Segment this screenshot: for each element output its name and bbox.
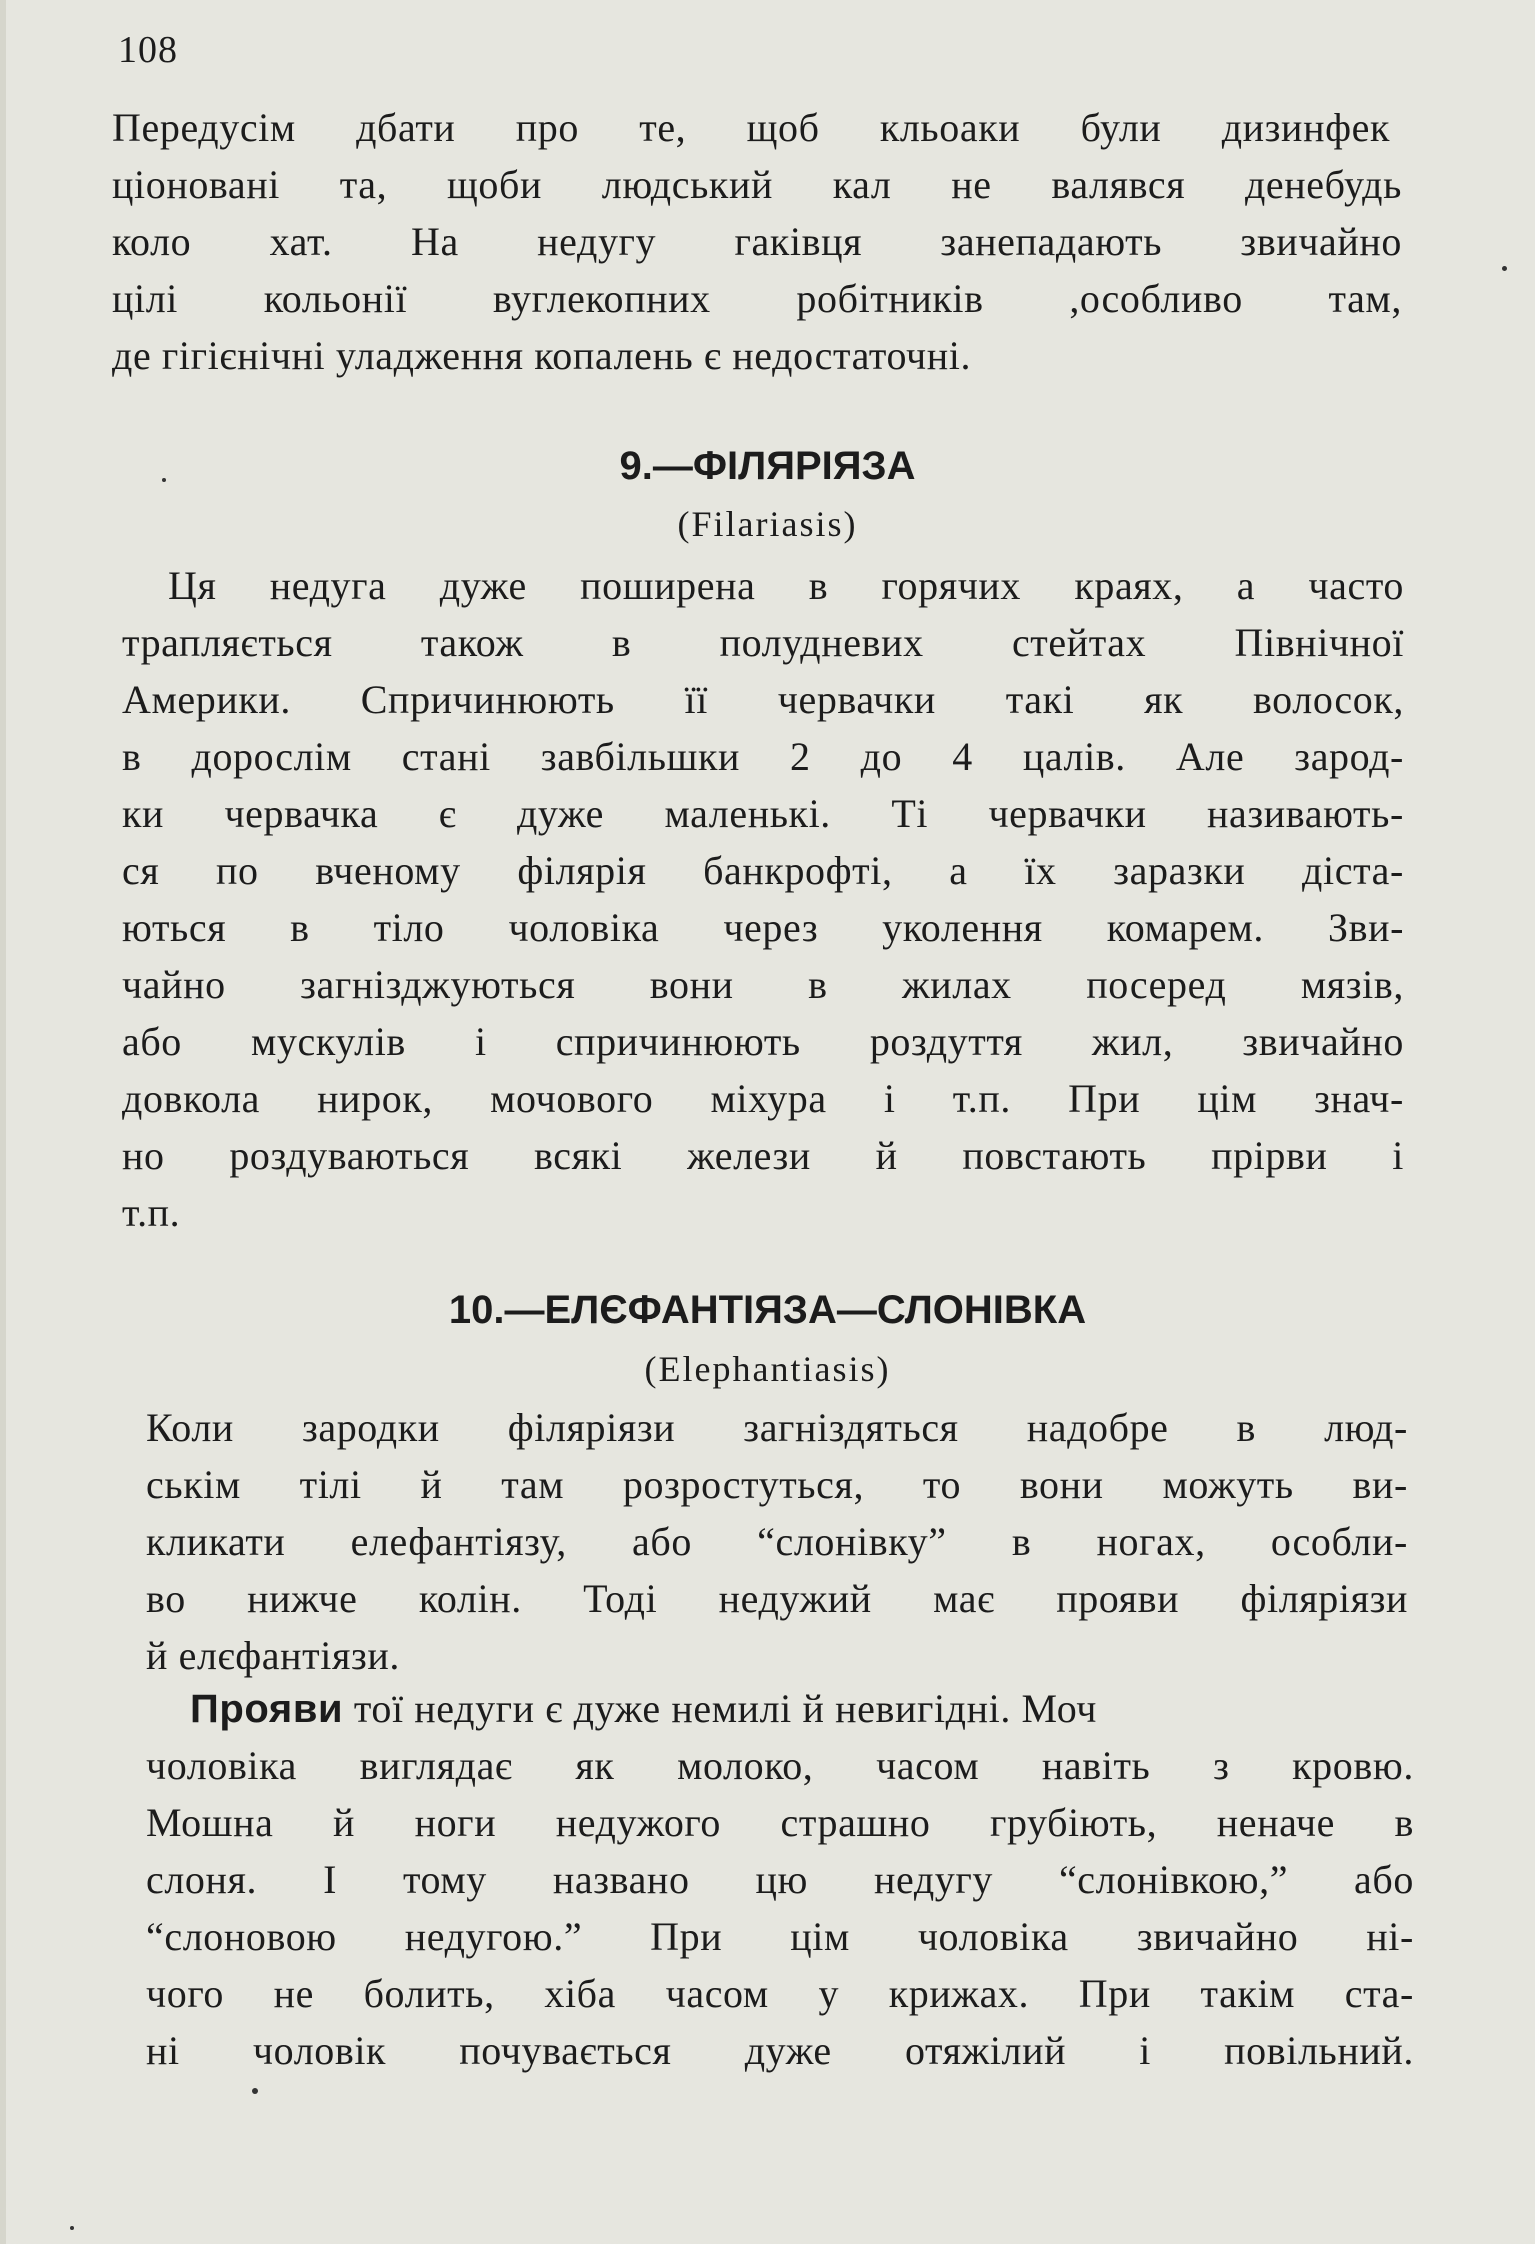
- text-line: Америки. Спричинюють її червачки такі як волосок,: [122, 677, 1404, 722]
- text-line: ки червачка є дуже маленькі. Ті червачки називають-: [122, 791, 1404, 836]
- section-heading-filariasis: 9.—ФІЛЯРІЯЗА: [619, 444, 916, 488]
- text-line: або мускулів і спричинюють роздуття жил, звичайно: [122, 1019, 1404, 1064]
- text-line: чайно загнізджуються вони в жилах посеред мязів,: [122, 962, 1404, 1007]
- text-line: в дорослім стані завбільшки 2 до 4 цалів. Але зарод-: [122, 734, 1404, 779]
- bold-lead-word: Прояви: [190, 1687, 344, 1731]
- ink-speck: [162, 478, 166, 482]
- text-line: Мошна й ноги недужого страшно грубіють, неначе в: [146, 1800, 1414, 1845]
- ink-speck: [70, 2226, 74, 2230]
- text-line: довкола нирок, мочового міхура і т.п. При цім знач-: [122, 1076, 1404, 1121]
- text-line: ськім тілі й там розростуться, то вони можуть ви-: [146, 1462, 1408, 1507]
- text-line: во нижче колін. Тоді недужий має прояви філяріязи: [146, 1576, 1408, 1621]
- section-heading-elephantiasis: 10.—ЕЛЄФАНТІЯЗА—СЛОНІВКА: [448, 1288, 1087, 1332]
- text-line: “слоновою недугою.” При цім чоловіка звичайно ні-: [146, 1914, 1414, 1959]
- ink-speck: [1502, 266, 1507, 271]
- text-run: тої недуги є дуже немилі й невигідні. Моч: [343, 1686, 1097, 1731]
- section-latin-name: (Filariasis): [677, 504, 858, 544]
- section-latin-name: (Elephantiasis): [644, 1349, 891, 1389]
- text-line: чого не болить, хіба часом у крижах. При такім ста-: [146, 1971, 1414, 2016]
- text-line: трапляється також в полудневих стейтах Північної: [122, 620, 1404, 665]
- text-line: т.п.: [122, 1190, 181, 1235]
- text-line: Коли зародки філяріязи загніздяться надобре в люд-: [146, 1405, 1408, 1450]
- text-line: цілі кольонії вуглекопних робітників ,особливо там,: [112, 276, 1402, 321]
- text-line: ся по вченому філярія банкрофті, а їх заразки діста-: [122, 848, 1404, 893]
- text-line: ються в тіло чоловіка через уколення комарем. Зви-: [122, 905, 1404, 950]
- ink-speck: [252, 2088, 258, 2094]
- text-line: слоня. І тому названо цю недугу “слонівкою,” або: [146, 1857, 1414, 1902]
- page-number: 108: [118, 29, 178, 71]
- text-line: коло хат. На недугу гаківця занепадають звичайно: [112, 219, 1402, 264]
- text-line: Передусім дбати про те, щоб кльоаки були дизинфек: [112, 105, 1390, 150]
- text-line: чоловіка виглядає як молоко, часом навіть з кровю.: [146, 1743, 1414, 1788]
- text-line: ціоновані та, щоби людський кал не валявся денебудь: [112, 162, 1402, 207]
- text-line: но роздуваються всякі желези й повстають прірви і: [122, 1133, 1404, 1178]
- text-line: й елєфантіязи.: [146, 1633, 400, 1678]
- text-line: Ця недуга дуже поширена в горячих краях, а часто: [168, 563, 1404, 608]
- text-line-with-bold-lead: [190, 1681, 1410, 1737]
- text-line: де гігієнічні уладження копалень є недостаточні.: [112, 333, 972, 378]
- page-edge-shadow: [0, 0, 6, 2244]
- text-line: кликати елефантіязу, або “слонівку” в ногах, особли-: [146, 1519, 1408, 1564]
- text-line: ні чоловік почувається дуже отяжілий і повільний.: [146, 2028, 1414, 2073]
